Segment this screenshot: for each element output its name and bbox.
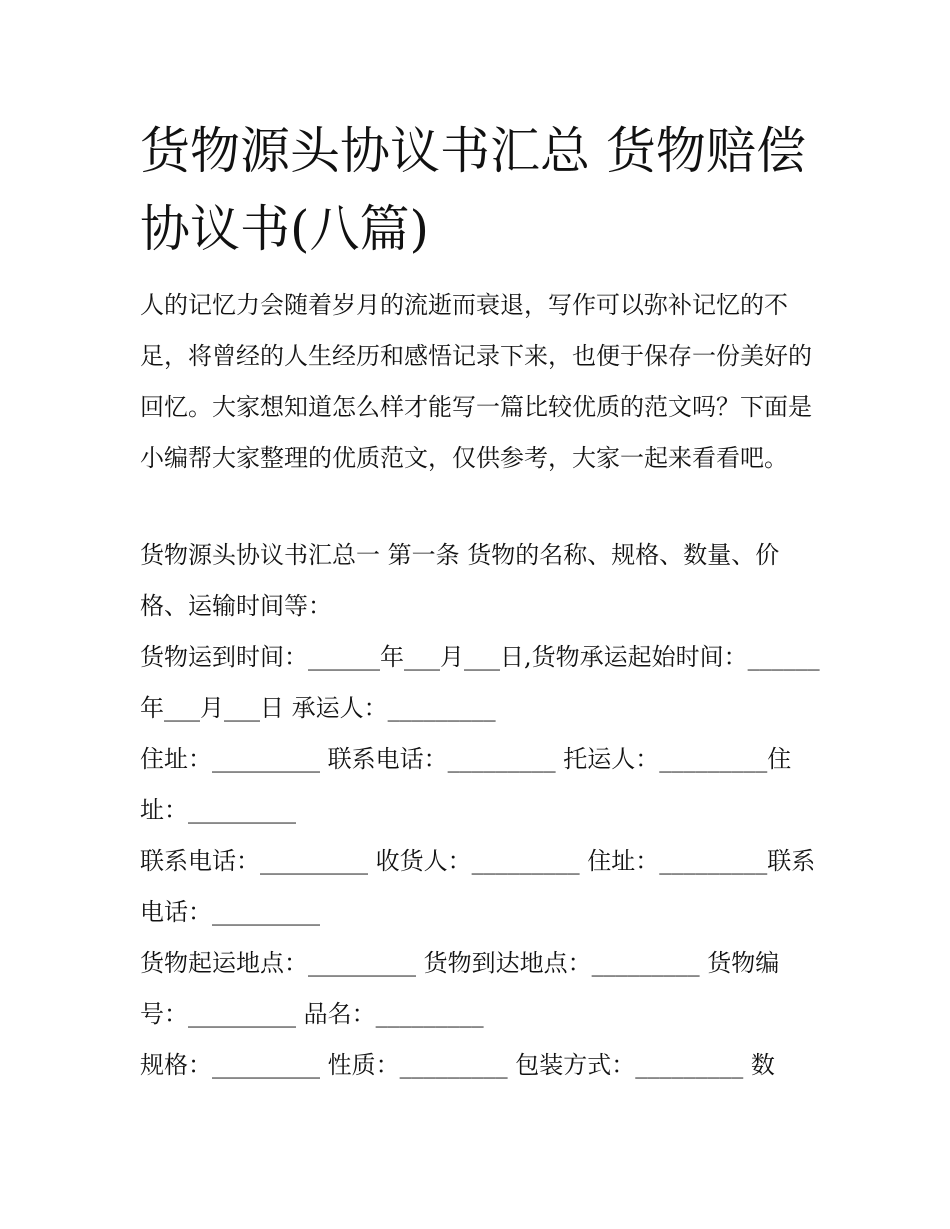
delivery-time-paragraph: 货物运到时间：______年___月___日,货物承运起始时间：______年___月___日 承运人：_________ — [140, 643, 820, 722]
goods-specification-paragraph: 规格：_________ 性质：_________ 包装方式：_________ 数 — [140, 1051, 775, 1079]
article-one-paragraph: 货物源头协议书汇总一 第一条 货物的名称、规格、数量、价格、运输时间等： — [140, 541, 780, 620]
carrier-shipper-paragraph: 住址：_________ 联系电话：_________ 托运人：_________住址：_________ — [140, 745, 792, 824]
shipping-locations-paragraph: 货物起运地点：_________ 货物到达地点：_________ 货物编号：_________ 品名：_________ — [140, 949, 780, 1028]
intro-paragraph: 人的记忆力会随着岁月的流逝而衰退，写作可以弥补记忆的不足，将曾经的人生经历和感悟记录下来，也便于保存一份美好的回忆。大家想知道怎么样才能写一篇比较优质的范文吗？下面是小编帮大家整理的优质范文，仅供参考，大家一起来看看吧。 — [140, 291, 812, 472]
document-title: 货物源头协议书汇总 货物赔偿协议书(八篇) — [140, 122, 806, 258]
consignee-paragraph: 联系电话：_________ 收货人：_________ 住址：_________联系电话：_________ — [140, 847, 816, 926]
